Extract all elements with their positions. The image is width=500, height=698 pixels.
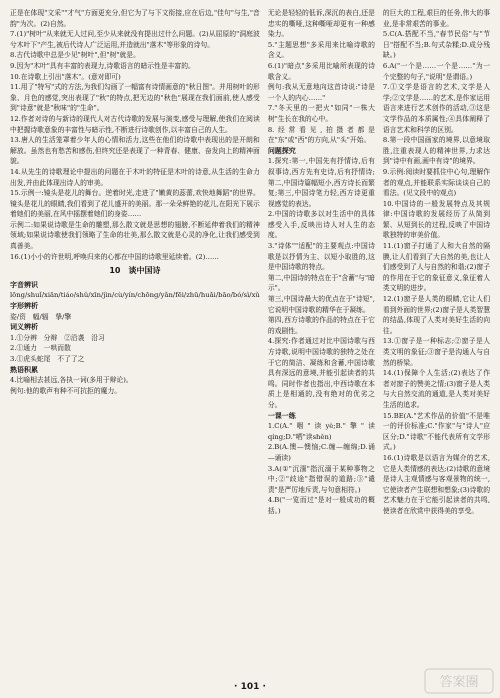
paragraph: 9.因为"木叶"具有丰富的表现力,诗歌语言的暗示性是丰富的。	[10, 61, 195, 70]
paragraph: 12.(1)窗子是人类的眼睛,它让人们看到外面的世界;(2)窗子是人类智慧的结晶,体现了人类对美好生活的向往。	[382, 295, 490, 335]
paragraph: 姿/资 幅/辐 挚/擎	[10, 312, 72, 321]
middle-column	[268, 8, 375, 680]
paragraph: 1.探究:第一,中国先有抒情诗,后有叙事诗,西方先有史诗,后有抒情诗;第二,中国诗篇幅短小,西方诗长而繁复;第三,中国诗笔力轻,西方诗更重视感觉的表达。	[267, 157, 375, 208]
paragraph: 6.A("一个是……一个是……"为一个完整的句子,"说明"是谓语。)	[382, 61, 490, 81]
paragraph: 13.唐人的生活笼罩着少年人的心情和活力,这些在他们的诗歌中表现出的是开朗和解放。虽然也有愁苦和感伤,但终究还是表现了一种青春、健康、奋发向上的精神面貌。	[10, 136, 260, 166]
paragraph: 4.探究:作者通过对比中国诗歌与西方诗歌,说明中国诗歌的独特之处在于它的简洁、凝练和含蓄,中国诗歌具有深远的意境,并能引起读者的共鸣。同时作者也指出,中西诗歌在本质上是相通的,没有绝对的优劣之分。	[267, 337, 375, 409]
paragraph: 8.第一段中国画家的境界,以意境取胜,注重表现人的精神世界,力求达到"诗中有画,画中有诗"的境界。	[382, 136, 490, 166]
subheading: 问题探究	[267, 146, 296, 155]
paragraph: 7.(1)"树叶"从来就无人过问,至少从来就没有提出过什么问题。(2)从屈原的"洞庭波兮木叶下"产生,被后代诗人广泛运用,并造就出"落木"等形象的诗句。	[10, 30, 260, 49]
watermark-text: 答案圈	[439, 675, 479, 690]
paragraph: 1.C(A."咽"读yè;B."擎"读qíng;D."哂"读shěn)	[267, 422, 375, 441]
paragraph: 5.C(A.搭配不当,"春节民俗"与"节日"搭配不当;B.句式杂糅;D.成分残缺。)	[382, 30, 490, 60]
paragraph: 14.从先生的诗歌理论中提出的问题在于木叶的特征是木叶的诗意,从生活的生命力出发,并由此体现出诗人的审美。	[10, 167, 260, 187]
subheading: 一课一练	[267, 411, 296, 420]
paragraph: 2.①通力 一哄而散	[10, 344, 71, 353]
paragraph: 12.作者对诗的与新诗的现代人对古代诗歌的发展与演变,感受与理解,使我们在阅读中把握诗歌意象的丰富性与暗示性,不断进行诗歌创作,以丰富自己的人生。	[10, 114, 260, 134]
paragraph: 第四,西方诗歌的作品的特点在于它的戏剧性。	[267, 316, 375, 335]
paragraph: 3.①虎头蛇尾 不了了之	[10, 355, 85, 363]
paragraph: 8.经常看见,拍摄者都是在"东"或"西"的方向,从"头"开始。	[267, 125, 375, 145]
paragraph: lōng/shuǐ/xiān/tiáo/shǔ/xīn/jìn/cù/yín/chōng/yǎn/fēi/zhū/huǎi/bāo/bó/sì/xǔ	[10, 291, 260, 300]
section-title: 10 谈中国诗	[109, 266, 161, 276]
paragraph: 8.古代诗歌中总是少见"树叶",但"树"就是。	[10, 51, 140, 60]
paragraph: 10.在诗歌上引出"落木"。(意对即可)	[10, 72, 121, 81]
subheading: 字音辨识	[10, 280, 38, 289]
subheading: 词义辨析	[10, 323, 38, 332]
left-column	[10, 8, 260, 680]
page-number: · 101 ·	[234, 682, 266, 692]
paragraph: 9.示例:阅读时要抓住中心句,理解作者的观点,并能联系实际谈谈自己的看法。(见文段中的观点)	[382, 167, 490, 198]
watermark-logo	[424, 668, 494, 694]
paragraph: 2.B(A.懊—懊恼;C.缠—缠绵;D.诵—诵读)	[267, 443, 375, 462]
paragraph: 的巨大的工程,艰巨的任务,伟大的事业,是非常艰苦的事业。	[382, 9, 490, 28]
paragraph: 2.中国的诗歌多以对生活中的具体感受入手,反映出诗人对人生的态度。	[267, 210, 375, 240]
right-column	[383, 8, 490, 680]
paragraph: 第二,中国诗的特点在于"含蓄"与"暗示"。	[267, 273, 375, 293]
paragraph: 13.①窗子是一种标志;②窗子是人类文明的象征;③窗子是沟通人与自然的桥梁。	[382, 337, 490, 367]
paragraph: 14.(1)保障个人生活;(2)表达了作者对窗子的赞美之情;(3)窗子是人类与大自然交流的通道,是人类对美好生活的追求。	[382, 369, 490, 409]
subheading: 熟语积累	[10, 365, 38, 374]
paragraph: 16.(1)小小的许世明,呼唤归来的心都在中国的诗歌里延续着。(2)……	[10, 252, 219, 261]
paragraph: 正是在体现"文采""才气"方面更充分,但它为了与下文衔接,应在后边,"佳句"与生,"音韵"为次。(2)自然。	[10, 9, 260, 28]
paragraph: 4.B("一览而过"是对一般成功的概括。)	[267, 496, 375, 515]
paragraph: 无论是轻轻的低诉,深沉的表白,还是忠实的嘶哑,这种嘶哑却更有一种感染力。	[267, 9, 375, 39]
paragraph: 1.①分辨 分辩 ②沿袭 沿习	[10, 333, 105, 342]
paragraph: 10.中国诗的一般发展特点及其规律:中国诗歌的发展经历了从简到繁、从短到长的过程,反映了中国诗歌独特的审美价值。	[382, 199, 490, 240]
paragraph: 4.比喻相去甚远,各执一词(多用于辩论)。	[10, 376, 133, 385]
paragraph: 例句:我从无意地向这首诗说:"诗是一个人的内心……"	[267, 83, 375, 102]
paragraph: 16.(1)诗歌是以语言为媒介的艺术,它是人类情感的表达;(2)诗歌的意境是诗人主观情感与客观景物的统一,它使读者产生联想和想象;(3)诗歌的艺术魅力在于它能引起读者的共鸣,使读者在欣赏中获得美的享受。	[382, 453, 490, 515]
paragraph: 15.示例一:镜头是花儿的舞台。逆着时光,走进了"嫩黄的蕊蕾,欢快地舞蹈"的世界。镜头是花儿的眼睛,我们看到了花儿盛开的美丽。那一朵朵鲜艳的花儿,在阳光下展示着她们的美丽,在风中摇摆着她们的身姿……	[10, 189, 260, 219]
paragraph: 11.(1)窗子打通了人和大自然的隔膜,让人们看到了大自然的美,也让人们感受到了人与自然的和谐;(2)窗子的作用在于它的象征意义,象征着人类文明的进步。	[382, 242, 490, 293]
paragraph: 6.(1)"暗点"多采用比喻所表现的诗歌含义。	[267, 61, 375, 81]
paragraph: 第三,中国诗最大的优点在于"诗短",它说明中国诗歌的精华在于凝练。	[267, 295, 375, 314]
paragraph: 5."主题思想"多采用来比喻诗歌的含义。	[267, 40, 375, 60]
subheading: 字形辨析	[10, 302, 38, 311]
paragraph: 11.用了"特写"式的方法,为我们勾画了一幅富有诗情画意的"秋日图"。并用树叶的形象、月色的感觉,突出表现了"秋"的特点,把无边的"秋色"展现在我们面前,使人感受到"诗意"就是"秋味"的"生命"。	[10, 83, 260, 113]
answer-page	[10, 8, 490, 680]
paragraph: 3."诗体""适配"的主要观点:中国诗歌是以抒情为主、以短小取胜的,这是中国诗歌的特点。	[267, 242, 375, 272]
paragraph: 示例二:如果说诗歌是生命的雕塑,那么散文就是思想的翅膀,不断延伸着我们的精神领域;如果说诗歌使我们领略了生命的壮美,那么散文就是心灵的净化,让我们感受到真善美。	[10, 220, 260, 251]
paragraph: 7.①文学是语言的艺术,文学是人学;②文学是……的艺术,是作家运用语言来进行艺术创作的活动,③这是文学作品的本质属性;④具体阐释了语言艺术和科学的区别。	[382, 83, 490, 134]
paragraph: 例句:他的歌声有种不可抗拒的魔力。	[10, 386, 122, 395]
paragraph: 15.BE(A."艺术作品的价值"不是唯一的评价标准;C."作家"与"诗人"应区分;D."诗歌"不能代表所有文学形式。)	[382, 411, 490, 452]
paragraph: 3.A(①"沉湎"指沉溺于某种事物之中;②"歧途"指错误的道路;③"谴责"是严厉地斥责,与句意相符。)	[267, 464, 375, 494]
paragraph: 7."冬天里的一把火"如同"一株大树"生长在我的心中。	[267, 104, 375, 123]
